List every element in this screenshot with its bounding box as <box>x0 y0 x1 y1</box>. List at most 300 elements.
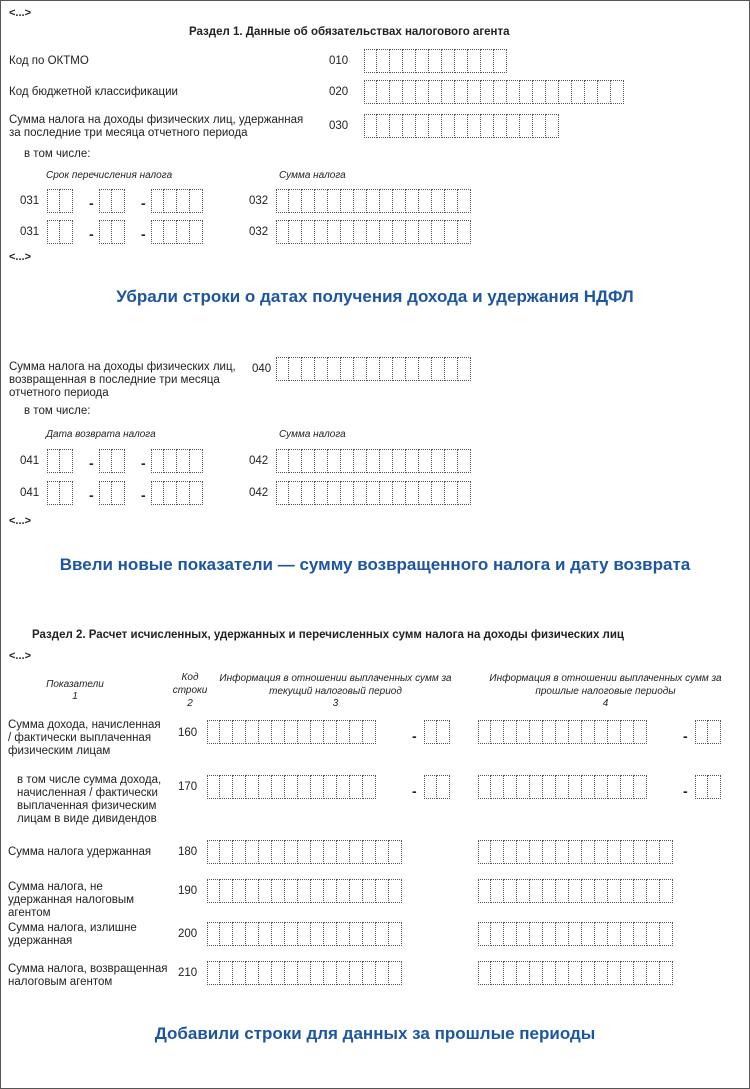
transfer-date-day[interactable] <box>47 220 73 244</box>
char-cell <box>517 840 530 864</box>
char-cell <box>517 775 530 799</box>
char-cell <box>311 840 324 864</box>
char-cell <box>390 80 403 104</box>
char-cell <box>389 922 402 946</box>
char-cell <box>419 220 432 244</box>
char-cell <box>164 189 177 213</box>
char-cell <box>582 961 595 985</box>
char-cell <box>363 961 376 985</box>
char-cell <box>520 80 533 104</box>
char-cell <box>543 720 556 744</box>
callout-removed-rows: Убрали строки о датах получения дохода и удержания НДФЛ <box>116 287 634 306</box>
char-cell <box>569 961 582 985</box>
char-cell <box>233 922 246 946</box>
char-cell <box>99 189 112 213</box>
char-cell <box>416 114 429 138</box>
char-cell <box>363 720 376 744</box>
char-cell <box>190 189 203 213</box>
char-cell <box>337 961 350 985</box>
withheld-tax-label: Сумма налога на доходы физических лиц, удержанная за последние три месяца отчетного периода <box>9 114 304 139</box>
char-cell <box>432 357 445 381</box>
char-cell <box>595 840 608 864</box>
char-cell <box>311 775 324 799</box>
col-indicators-header: Показатели <box>46 679 104 690</box>
char-cell <box>621 879 634 903</box>
char-cell <box>259 775 272 799</box>
char-cell <box>220 775 233 799</box>
char-cell <box>367 481 380 505</box>
row-041-code: 041 <box>20 455 40 467</box>
char-cell <box>246 879 259 903</box>
char-cell <box>458 449 471 473</box>
char-cell <box>207 840 220 864</box>
char-cell <box>556 720 569 744</box>
char-cell <box>367 189 380 213</box>
char-cell <box>364 49 377 73</box>
char-cell <box>429 80 442 104</box>
char-cell <box>569 775 582 799</box>
char-cell <box>328 449 341 473</box>
char-cell <box>419 481 432 505</box>
char-cell <box>424 775 437 799</box>
char-cell <box>445 357 458 381</box>
dividends-current-kopecks[interactable] <box>424 775 450 799</box>
char-cell <box>350 840 363 864</box>
char-cell <box>442 114 455 138</box>
char-cell <box>507 80 520 104</box>
returned-current-input[interactable] <box>207 961 402 985</box>
char-cell <box>491 922 504 946</box>
char-cell <box>585 80 598 104</box>
char-cell <box>354 481 367 505</box>
char-cell <box>220 840 233 864</box>
char-cell <box>311 720 324 744</box>
char-cell <box>276 481 289 505</box>
char-cell <box>207 720 220 744</box>
char-cell <box>595 879 608 903</box>
transfer-date-year[interactable] <box>151 220 203 244</box>
oktmo-code: 010 <box>329 55 349 67</box>
char-cell <box>569 922 582 946</box>
income-past-rubles[interactable] <box>478 720 647 744</box>
char-cell <box>220 720 233 744</box>
tax-sum-input[interactable] <box>276 220 471 244</box>
returned-tax-code: 040 <box>252 363 272 375</box>
date-separator: - <box>89 226 94 242</box>
char-cell <box>354 189 367 213</box>
char-cell <box>311 961 324 985</box>
char-cell <box>298 922 311 946</box>
char-cell <box>416 49 429 73</box>
char-cell <box>233 879 246 903</box>
char-cell <box>220 922 233 946</box>
char-cell <box>285 775 298 799</box>
char-cell <box>324 879 337 903</box>
char-cell <box>445 220 458 244</box>
col-tax-sum-label: Сумма налога <box>279 170 346 181</box>
char-cell <box>458 189 471 213</box>
row-032-code: 032 <box>249 226 269 238</box>
row-032-code: 032 <box>249 195 269 207</box>
return-date-year[interactable] <box>151 449 203 473</box>
char-cell <box>478 720 491 744</box>
char-cell <box>660 961 673 985</box>
row-042-code: 042 <box>249 487 269 499</box>
char-cell <box>190 481 203 505</box>
char-cell <box>354 220 367 244</box>
char-cell <box>494 80 507 104</box>
returned-past-input[interactable] <box>478 961 673 985</box>
char-cell <box>543 840 556 864</box>
char-cell <box>403 80 416 104</box>
char-cell <box>302 189 315 213</box>
returned-sum-input[interactable] <box>276 449 471 473</box>
kbk-label: Код бюджетной классификации <box>9 86 178 98</box>
char-cell <box>272 775 285 799</box>
section2-title: Раздел 2. Расчет исчисленных, удержанных и перечисленных сумм налога на доходы физических лиц <box>32 629 624 641</box>
char-cell <box>177 189 190 213</box>
char-cell <box>177 220 190 244</box>
char-cell <box>60 481 73 505</box>
date-separator: - <box>89 487 94 503</box>
transfer-date-month[interactable] <box>99 189 125 213</box>
char-cell <box>363 922 376 946</box>
char-cell <box>367 220 380 244</box>
row-210-label: Сумма налога, возвращенная налоговым агентом <box>8 963 168 988</box>
char-cell <box>432 481 445 505</box>
char-cell <box>350 922 363 946</box>
char-cell <box>569 879 582 903</box>
char-cell <box>556 840 569 864</box>
char-cell <box>207 922 220 946</box>
dividends-past-rubles[interactable] <box>478 775 647 799</box>
char-cell <box>608 879 621 903</box>
char-cell <box>432 189 445 213</box>
char-cell <box>376 840 389 864</box>
income-past-kopecks[interactable] <box>695 720 721 744</box>
char-cell <box>445 189 458 213</box>
char-cell <box>621 922 634 946</box>
char-cell <box>298 879 311 903</box>
excess-withheld-past-input[interactable] <box>478 922 673 946</box>
char-cell <box>285 961 298 985</box>
returned-tax-label: Сумма налога на доходы физических лиц, возвращенная в последние три месяца отчетного периода <box>9 361 236 399</box>
char-cell <box>285 879 298 903</box>
char-cell <box>708 775 721 799</box>
char-cell <box>393 220 406 244</box>
including-label: в том числе: <box>24 148 91 160</box>
kbk-code: 020 <box>329 86 349 98</box>
char-cell <box>608 961 621 985</box>
return-date-day[interactable] <box>47 449 73 473</box>
char-cell <box>595 922 608 946</box>
char-cell <box>556 961 569 985</box>
transfer-date-day[interactable] <box>47 189 73 213</box>
char-cell <box>354 449 367 473</box>
char-cell <box>517 720 530 744</box>
char-cell <box>341 220 354 244</box>
row-042-code: 042 <box>249 455 269 467</box>
char-cell <box>341 449 354 473</box>
char-cell <box>272 840 285 864</box>
char-cell <box>468 114 481 138</box>
kbk-input[interactable] <box>364 80 624 104</box>
withheld-past-input[interactable] <box>478 840 673 864</box>
char-cell <box>259 720 272 744</box>
char-cell <box>634 961 647 985</box>
char-cell <box>419 357 432 381</box>
col-code-header: Код строки <box>172 672 208 696</box>
char-cell <box>285 720 298 744</box>
transfer-date-year[interactable] <box>151 189 203 213</box>
callout-new-indicators: Ввели новые показатели — сумму возвращенного налога и дату возврата <box>59 555 691 574</box>
char-cell <box>432 220 445 244</box>
char-cell <box>543 775 556 799</box>
char-cell <box>647 961 660 985</box>
char-cell <box>455 114 468 138</box>
row-031-code: 031 <box>20 226 40 238</box>
char-cell <box>660 922 673 946</box>
char-cell <box>377 80 390 104</box>
return-date-year[interactable] <box>151 481 203 505</box>
char-cell <box>276 357 289 381</box>
char-cell <box>315 449 328 473</box>
char-cell <box>364 80 377 104</box>
char-cell <box>363 775 376 799</box>
char-cell <box>491 961 504 985</box>
char-cell <box>289 189 302 213</box>
char-cell <box>481 49 494 73</box>
char-cell <box>621 840 634 864</box>
char-cell <box>233 840 246 864</box>
char-cell <box>608 775 621 799</box>
ellipsis-marker: <...> <box>9 7 32 19</box>
char-cell <box>424 720 437 744</box>
date-separator: - <box>89 455 94 471</box>
decimal-separator: - <box>683 783 688 799</box>
char-cell <box>276 449 289 473</box>
char-cell <box>363 879 376 903</box>
char-cell <box>272 720 285 744</box>
transfer-date-month[interactable] <box>99 220 125 244</box>
row-190-code: 190 <box>178 885 198 897</box>
char-cell <box>315 220 328 244</box>
char-cell <box>582 922 595 946</box>
char-cell <box>47 189 60 213</box>
char-cell <box>285 922 298 946</box>
char-cell <box>468 49 481 73</box>
row-200-label: Сумма налога, излишне удержанная <box>8 922 137 947</box>
char-cell <box>324 961 337 985</box>
char-cell <box>530 879 543 903</box>
char-cell <box>337 840 350 864</box>
char-cell <box>259 922 272 946</box>
char-cell <box>377 49 390 73</box>
ellipsis-marker: <...> <box>9 650 32 662</box>
tax-sum-input[interactable] <box>276 189 471 213</box>
dividends-current-rubles[interactable] <box>207 775 376 799</box>
char-cell <box>390 114 403 138</box>
char-cell <box>289 220 302 244</box>
char-cell <box>569 840 582 864</box>
char-cell <box>406 449 419 473</box>
char-cell <box>298 775 311 799</box>
char-cell <box>60 449 73 473</box>
char-cell <box>468 80 481 104</box>
char-cell <box>556 879 569 903</box>
char-cell <box>442 49 455 73</box>
decimal-separator: - <box>412 728 417 744</box>
char-cell <box>246 775 259 799</box>
char-cell <box>177 449 190 473</box>
char-cell <box>341 481 354 505</box>
char-cell <box>582 879 595 903</box>
char-cell <box>60 220 73 244</box>
char-cell <box>337 879 350 903</box>
not-withheld-past-input[interactable] <box>478 879 673 903</box>
withheld-tax-input[interactable] <box>364 114 559 138</box>
char-cell <box>190 449 203 473</box>
char-cell <box>328 357 341 381</box>
char-cell <box>530 922 543 946</box>
char-cell <box>416 80 429 104</box>
returned-tax-input[interactable] <box>276 357 471 381</box>
char-cell <box>47 481 60 505</box>
char-cell <box>151 449 164 473</box>
char-cell <box>367 449 380 473</box>
char-cell <box>491 775 504 799</box>
char-cell <box>246 840 259 864</box>
char-cell <box>246 720 259 744</box>
char-cell <box>491 840 504 864</box>
char-cell <box>289 449 302 473</box>
col-current-period-header: Информация в отношении выплаченных сумм за текущий налоговый период <box>219 673 452 697</box>
char-cell <box>660 879 673 903</box>
char-cell <box>380 220 393 244</box>
decimal-separator: - <box>412 783 417 799</box>
char-cell <box>259 961 272 985</box>
char-cell <box>190 220 203 244</box>
date-separator: - <box>89 195 94 211</box>
char-cell <box>350 961 363 985</box>
char-cell <box>403 49 416 73</box>
char-cell <box>112 449 125 473</box>
char-cell <box>376 879 389 903</box>
char-cell <box>647 879 660 903</box>
char-cell <box>389 879 402 903</box>
char-cell <box>376 961 389 985</box>
char-cell <box>481 80 494 104</box>
char-cell <box>259 879 272 903</box>
char-cell <box>647 840 660 864</box>
withheld-current-input[interactable] <box>207 840 402 864</box>
char-cell <box>289 357 302 381</box>
col-indicators-number: 1 <box>72 691 78 702</box>
char-cell <box>494 114 507 138</box>
char-cell <box>302 481 315 505</box>
returned-sum-input[interactable] <box>276 481 471 505</box>
char-cell <box>276 189 289 213</box>
char-cell <box>546 80 559 104</box>
char-cell <box>569 720 582 744</box>
char-cell <box>458 220 471 244</box>
char-cell <box>611 80 624 104</box>
char-cell <box>437 775 450 799</box>
char-cell <box>608 840 621 864</box>
char-cell <box>324 840 337 864</box>
return-date-month[interactable] <box>99 481 125 505</box>
row-031-code: 031 <box>20 195 40 207</box>
char-cell <box>445 481 458 505</box>
char-cell <box>99 220 112 244</box>
excess-withheld-current-input[interactable] <box>207 922 402 946</box>
char-cell <box>582 775 595 799</box>
char-cell <box>530 840 543 864</box>
char-cell <box>478 961 491 985</box>
char-cell <box>543 879 556 903</box>
char-cell <box>504 720 517 744</box>
char-cell <box>504 775 517 799</box>
date-separator: - <box>141 487 146 503</box>
col-past-periods-header: Информация в отношении выплаченных сумм за прошлые налоговые периоды <box>489 673 722 697</box>
char-cell <box>272 879 285 903</box>
char-cell <box>403 114 416 138</box>
date-separator: - <box>141 455 146 471</box>
dividends-past-kopecks[interactable] <box>695 775 721 799</box>
col-return-date-label: Дата возврата налога <box>46 429 156 440</box>
char-cell <box>99 449 112 473</box>
char-cell <box>582 720 595 744</box>
char-cell <box>530 775 543 799</box>
char-cell <box>151 220 164 244</box>
char-cell <box>437 720 450 744</box>
income-current-kopecks[interactable] <box>424 720 450 744</box>
char-cell <box>164 481 177 505</box>
char-cell <box>445 449 458 473</box>
char-cell <box>634 922 647 946</box>
char-cell <box>302 449 315 473</box>
char-cell <box>530 720 543 744</box>
char-cell <box>276 220 289 244</box>
income-current-rubles[interactable] <box>207 720 376 744</box>
char-cell <box>47 220 60 244</box>
char-cell <box>377 114 390 138</box>
char-cell <box>647 922 660 946</box>
char-cell <box>478 922 491 946</box>
char-cell <box>708 720 721 744</box>
char-cell <box>289 481 302 505</box>
row-200-code: 200 <box>178 928 198 940</box>
char-cell <box>207 961 220 985</box>
char-cell <box>458 357 471 381</box>
char-cell <box>246 961 259 985</box>
char-cell <box>598 80 611 104</box>
char-cell <box>315 189 328 213</box>
not-withheld-current-input[interactable] <box>207 879 402 903</box>
char-cell <box>419 189 432 213</box>
char-cell <box>272 961 285 985</box>
return-date-month[interactable] <box>99 449 125 473</box>
return-date-day[interactable] <box>47 481 73 505</box>
char-cell <box>298 720 311 744</box>
char-cell <box>608 720 621 744</box>
char-cell <box>285 840 298 864</box>
oktmo-input[interactable] <box>364 49 507 73</box>
ellipsis-marker: <...> <box>9 515 32 527</box>
char-cell <box>177 481 190 505</box>
char-cell <box>572 80 585 104</box>
char-cell <box>504 879 517 903</box>
